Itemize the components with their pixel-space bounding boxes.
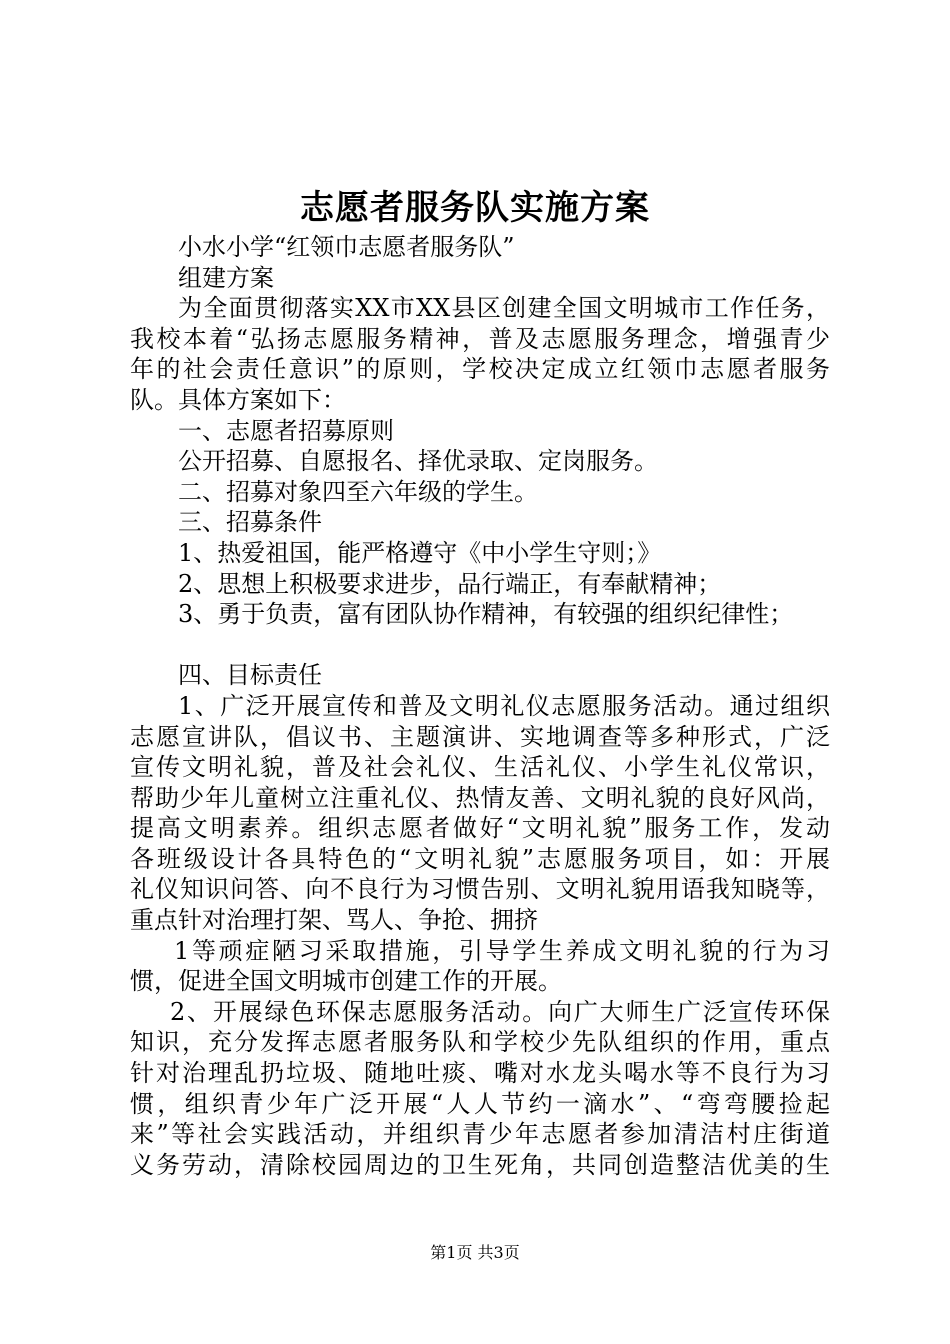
text-line: 组建方案 bbox=[178, 263, 274, 292]
text-line: 惯，促进全国文明城市创建工作的开展。 bbox=[130, 967, 562, 996]
text-line: 为全面贯彻落实XX市XX县区创建全国文明城市工作任务， bbox=[178, 294, 830, 323]
text-line: 重点针对治理打架、骂人、争抢、拥挤 bbox=[130, 906, 538, 935]
list-item: 2、思想上积极要求进步，品行端正，有奉献精神； bbox=[178, 569, 722, 598]
text-line: 帮助少年儿童树立注重礼仪、热情友善、文明礼貌的良好风尚， bbox=[130, 783, 830, 812]
text-line: 1等顽症陋习采取措施，引导学生养成文明礼貌的行为习 bbox=[174, 936, 830, 965]
text-line: 公开招募、自愿报名、择优录取、定岗服务。 bbox=[178, 447, 658, 476]
text-line: 来”等社会实践活动，并组织青少年志愿者参加清洁村庄街道 bbox=[130, 1120, 830, 1149]
text-line: 提高文明素养。组织志愿者做好“文明礼貌”服务工作，发动 bbox=[130, 814, 830, 843]
text-line: 志愿宣讲队，倡议书、主题演讲、实地调查等多种形式，广泛 bbox=[130, 722, 830, 751]
section-heading: 二、招募对象四至六年级的学生。 bbox=[178, 477, 538, 506]
section-heading: 一、志愿者招募原则 bbox=[178, 416, 394, 445]
document-body bbox=[130, 232, 830, 1180]
text-line: 针对治理乱扔垃圾、随地吐痰、嘴对水龙头喝水等不良行为习 bbox=[130, 1059, 830, 1088]
text-line: 队。具体方案如下： bbox=[130, 385, 346, 414]
text-line: 惯，组织青少年广泛开展“人人节约一滴水”、“弯弯腰捡起 bbox=[130, 1089, 830, 1118]
text-line: 义务劳动，清除校园周边的卫生死角，共同创造整洁优美的生 bbox=[130, 1150, 830, 1179]
text-line: 2、开展绿色环保志愿服务活动。向广大师生广泛宣传环保 bbox=[170, 997, 830, 1026]
page-footer: 第1页 共3页 bbox=[430, 1243, 520, 1262]
text-line: 1、广泛开展宣传和普及文明礼仪志愿服务活动。通过组织 bbox=[178, 691, 830, 720]
text-line: 各班级设计各具特色的“文明礼貌”志愿服务项目，如：开展 bbox=[130, 844, 830, 873]
blank-line bbox=[130, 630, 830, 661]
section-heading: 四、目标责任 bbox=[178, 661, 322, 690]
document-title: 志愿者服务队实施方案 bbox=[300, 188, 650, 228]
text-line: 宣传文明礼貌，普及社会礼仪、生活礼仪、小学生礼仪常识， bbox=[130, 753, 830, 782]
text-line: 知识，充分发挥志愿者服务队和学校少先队组织的作用，重点 bbox=[130, 1028, 830, 1057]
text-line: 年的社会责任意识”的原则，学校决定成立红领巾志愿者服务 bbox=[130, 355, 830, 384]
text-line: 我校本着“弘扬志愿服务精神，普及志愿服务理念，增强青少 bbox=[130, 324, 830, 353]
text-line: 礼仪知识问答、向不良行为习惯告别、文明礼貌用语我知晓等， bbox=[130, 875, 830, 904]
text-line: 小水小学“红领巾志愿者服务队” bbox=[178, 233, 515, 261]
list-item: 3、勇于负责，富有团队协作精神，有较强的组织纪律性； bbox=[178, 600, 794, 629]
section-heading: 三、招募条件 bbox=[178, 508, 322, 537]
list-item: 1、热爱祖国，能严格遵守《中小学生守则；》 bbox=[178, 538, 662, 567]
